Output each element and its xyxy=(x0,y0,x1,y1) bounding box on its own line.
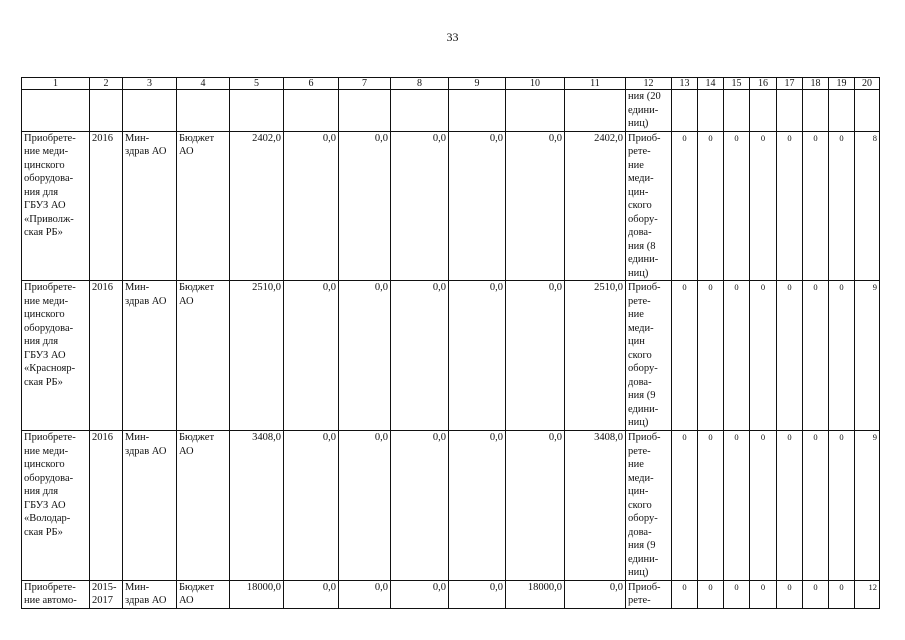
table-cell-col-11 xyxy=(565,90,626,132)
cell-text: 0 xyxy=(839,432,844,442)
cell-text: 0,0 xyxy=(322,282,336,293)
cell-text: Приоб- рете- ние меди- цин ского обору- дова- ния (9 едини- ниц) xyxy=(628,282,661,428)
cell-text: 0 xyxy=(734,282,739,292)
table-row xyxy=(22,131,880,281)
table-cell-col-18 xyxy=(803,431,829,581)
table-cell-col-16 xyxy=(750,281,777,431)
table-cell-col-8 xyxy=(391,281,449,431)
table-cell-col-17 xyxy=(777,281,803,431)
table-cell-col-14 xyxy=(698,580,724,608)
table-cell-col-5 xyxy=(230,90,284,132)
table-cell-col-14 xyxy=(698,131,724,281)
table-cell-col-9 xyxy=(449,281,506,431)
table-cell-col-13 xyxy=(672,281,698,431)
table-cell-col-11 xyxy=(565,431,626,581)
cell-text: 0 xyxy=(787,282,792,292)
table-cell-col-10 xyxy=(506,281,565,431)
table-cell-col-20 xyxy=(855,90,880,132)
table-cell-col-4 xyxy=(177,131,230,281)
table-cell-col-19 xyxy=(829,90,855,132)
table-cell-col-3 xyxy=(123,131,177,281)
table-cell-col-4 xyxy=(177,431,230,581)
table-cell-col-12 xyxy=(626,90,672,132)
table-body xyxy=(22,90,880,609)
table-cell-col-19 xyxy=(829,131,855,281)
cell-text: 0,0 xyxy=(322,581,336,593)
cell-text: 0,0 xyxy=(432,132,446,144)
table-cell-col-2 xyxy=(90,281,123,431)
table-cell-col-19 xyxy=(829,431,855,581)
cell-text: 0 xyxy=(839,132,844,143)
cell-text: 0,0 xyxy=(548,432,562,443)
cell-text: Мин- здрав АО xyxy=(125,581,167,606)
cell-text: Мин- здрав АО xyxy=(125,282,167,307)
cell-text: 0,0 xyxy=(374,432,388,443)
table-cell-col-19 xyxy=(829,281,855,431)
cell-text: 0,0 xyxy=(609,581,623,593)
cell-text: 0 xyxy=(708,432,713,442)
cell-text: 0 xyxy=(708,132,713,143)
table-cell-col-2 xyxy=(90,431,123,581)
column-header: 4 xyxy=(177,78,230,90)
cell-text: Приоб- рете- ние меди- цин- ского обору- дова- ния (8 едини- ниц) xyxy=(628,132,661,279)
table-cell-col-9 xyxy=(449,580,506,608)
table-cell-col-12 xyxy=(626,431,672,581)
cell-text: 9 xyxy=(872,432,877,442)
cell-text: Приобрете- ние меди- цинского оборудова- ния для ГБУЗ АО «Краснояр- ская РБ» xyxy=(24,282,76,388)
table-cell-col-9 xyxy=(449,431,506,581)
column-header: 8 xyxy=(391,78,449,90)
table-cell-col-3 xyxy=(123,90,177,132)
table-cell-col-16 xyxy=(750,580,777,608)
table-cell-col-7 xyxy=(339,281,391,431)
cell-text: Приоб- рете- ние меди- цин- ского обору- дова- ния (9 едини- ниц) xyxy=(628,432,661,578)
table-cell-col-6 xyxy=(284,90,339,132)
table-cell-col-4 xyxy=(177,580,230,608)
cell-text: 0,0 xyxy=(548,282,562,293)
table-cell-col-5 xyxy=(230,281,284,431)
column-header: 5 xyxy=(230,78,284,90)
cell-text: 2402,0 xyxy=(252,132,281,144)
table-cell-col-15 xyxy=(724,580,750,608)
table-row xyxy=(22,281,880,431)
cell-text: Бюджет АО xyxy=(179,132,215,157)
cell-text: Бюджет АО xyxy=(179,282,215,307)
cell-text: 0 xyxy=(813,432,818,442)
table-cell-col-5 xyxy=(230,131,284,281)
cell-text: 0,0 xyxy=(432,282,446,293)
table-cell-col-1 xyxy=(22,131,90,281)
table-cell-col-15 xyxy=(724,431,750,581)
column-header: 19 xyxy=(829,78,855,90)
page-number: 33 xyxy=(446,30,459,44)
cell-text: 2510,0 xyxy=(594,282,623,293)
cell-text: 0 xyxy=(708,282,713,292)
cell-text: 0 xyxy=(708,581,713,592)
table-cell-col-6 xyxy=(284,580,339,608)
table-cell-col-16 xyxy=(750,431,777,581)
cell-text: 2510,0 xyxy=(252,282,281,293)
table-cell-col-8 xyxy=(391,580,449,608)
table-cell-col-7 xyxy=(339,131,391,281)
column-header: 9 xyxy=(449,78,506,90)
table-cell-col-11 xyxy=(565,580,626,608)
table-cell-col-10 xyxy=(506,431,565,581)
table-cell-col-1 xyxy=(22,580,90,608)
table-cell-col-10 xyxy=(506,131,565,281)
cell-text: 0,0 xyxy=(374,132,388,144)
table-cell-col-8 xyxy=(391,431,449,581)
cell-text: 0 xyxy=(839,581,844,592)
table-cell-col-15 xyxy=(724,281,750,431)
cell-text: Приоб- рете- xyxy=(628,581,661,606)
cell-text: 0 xyxy=(760,132,766,143)
table-cell-col-19 xyxy=(829,580,855,608)
cell-text: 18000,0 xyxy=(527,581,562,593)
column-header: 6 xyxy=(284,78,339,90)
cell-text: 0,0 xyxy=(374,282,388,293)
cell-text: 2016 xyxy=(92,132,113,144)
cell-text: 0,0 xyxy=(548,132,562,144)
table-cell-col-13 xyxy=(672,90,698,132)
table-cell-col-8 xyxy=(391,90,449,132)
table-cell-col-12 xyxy=(626,580,672,608)
table-cell-col-4 xyxy=(177,281,230,431)
column-header: 14 xyxy=(698,78,724,90)
table-cell-col-7 xyxy=(339,431,391,581)
table-cell-col-16 xyxy=(750,90,777,132)
table-cell-col-18 xyxy=(803,580,829,608)
table-cell-col-9 xyxy=(449,131,506,281)
table-cell-col-11 xyxy=(565,131,626,281)
cell-text: 0 xyxy=(813,282,818,292)
header-row xyxy=(22,78,880,90)
column-header: 15 xyxy=(724,78,750,90)
cell-text: 18000,0 xyxy=(246,581,281,593)
table-cell-col-12 xyxy=(626,281,672,431)
table-cell-col-3 xyxy=(123,580,177,608)
column-header: 1 xyxy=(22,78,90,90)
cell-text: 0 xyxy=(839,282,844,292)
cell-text: 3408,0 xyxy=(252,432,281,443)
table-cell-col-20 xyxy=(855,281,880,431)
column-header: 11 xyxy=(565,78,626,90)
table-cell-col-2 xyxy=(90,580,123,608)
table-cell-col-18 xyxy=(803,131,829,281)
table-cell-col-7 xyxy=(339,90,391,132)
table-cell-col-17 xyxy=(777,90,803,132)
table-cell-col-13 xyxy=(672,131,698,281)
table-cell-col-20 xyxy=(855,431,880,581)
table-cell-col-17 xyxy=(777,580,803,608)
table-cell-col-18 xyxy=(803,281,829,431)
table-cell-col-2 xyxy=(90,131,123,281)
cell-text: Мин- здрав АО xyxy=(125,132,167,157)
column-header: 2 xyxy=(90,78,123,90)
cell-text: 0 xyxy=(787,132,792,143)
cell-text: 12 xyxy=(868,581,877,592)
column-header: 16 xyxy=(750,78,777,90)
cell-text: 0,0 xyxy=(489,432,503,443)
table-cell-col-6 xyxy=(284,431,339,581)
column-header: 17 xyxy=(777,78,803,90)
table-cell-col-10 xyxy=(506,90,565,132)
column-header: 3 xyxy=(123,78,177,90)
table-cell-col-3 xyxy=(123,281,177,431)
table-cell-col-9 xyxy=(449,90,506,132)
cell-text: ния (20 едини- ниц) xyxy=(628,91,661,129)
table-cell-col-1 xyxy=(22,281,90,431)
column-header: 7 xyxy=(339,78,391,90)
cell-text: 0 xyxy=(682,282,687,292)
cell-text: 0 xyxy=(813,581,818,592)
cell-text: 2402,0 xyxy=(594,132,623,144)
cell-text: Приобрете- ние меди- цинского оборудова- ния для ГБУЗ АО «Приволж- ская РБ» xyxy=(24,132,76,238)
cell-text: 0,0 xyxy=(489,581,503,593)
table-row xyxy=(22,431,880,581)
table-cell-col-16 xyxy=(750,131,777,281)
column-header: 13 xyxy=(672,78,698,90)
table-cell-col-3 xyxy=(123,431,177,581)
cell-text: Приобрете- ние меди- цинского оборудова- ния для ГБУЗ АО «Володар- ская РБ» xyxy=(24,432,76,538)
cell-text: 0 xyxy=(734,581,739,592)
cell-text: 0,0 xyxy=(322,432,336,443)
table-cell-col-6 xyxy=(284,131,339,281)
cell-text: 0 xyxy=(682,581,687,592)
column-header: 10 xyxy=(506,78,565,90)
cell-text: 0 xyxy=(787,581,792,592)
table-cell-col-13 xyxy=(672,431,698,581)
table-cell-col-12 xyxy=(626,131,672,281)
cell-text: Бюджет АО xyxy=(179,432,215,457)
cell-text: Приобрете- ние автомо- xyxy=(24,581,77,606)
table-cell-col-14 xyxy=(698,431,724,581)
cell-text: 0 xyxy=(760,282,766,292)
cell-text: 8 xyxy=(872,132,877,143)
table-row xyxy=(22,580,880,608)
program-table xyxy=(21,77,880,609)
cell-text: 0,0 xyxy=(322,132,336,144)
table-cell-col-1 xyxy=(22,431,90,581)
cell-text: 0 xyxy=(734,132,739,143)
cell-text: 3408,0 xyxy=(594,432,623,443)
table-cell-col-4 xyxy=(177,90,230,132)
table-cell-col-14 xyxy=(698,281,724,431)
cell-text: 0 xyxy=(787,432,792,442)
cell-text: 0 xyxy=(760,581,766,592)
cell-text: 0,0 xyxy=(432,432,446,443)
cell-text: 0,0 xyxy=(374,581,388,593)
table-cell-col-11 xyxy=(565,281,626,431)
cell-text: 2016 xyxy=(92,432,113,443)
table-cell-col-8 xyxy=(391,131,449,281)
cell-text: 0 xyxy=(734,432,739,442)
column-header: 18 xyxy=(803,78,829,90)
cell-text: Мин- здрав АО xyxy=(125,432,167,457)
cell-text: 0 xyxy=(682,432,687,442)
table-cell-col-5 xyxy=(230,431,284,581)
cell-text: 0 xyxy=(760,432,766,442)
table-cell-col-20 xyxy=(855,580,880,608)
table-cell-col-13 xyxy=(672,580,698,608)
cell-text: 2016 xyxy=(92,282,113,293)
cell-text: 0,0 xyxy=(489,132,503,144)
cell-text: 0 xyxy=(682,132,687,143)
table-cell-col-6 xyxy=(284,281,339,431)
cell-text: 0 xyxy=(813,132,818,143)
table-row xyxy=(22,90,880,132)
cell-text: 9 xyxy=(872,282,877,292)
table-cell-col-15 xyxy=(724,131,750,281)
table-cell-col-7 xyxy=(339,580,391,608)
table-cell-col-1 xyxy=(22,90,90,132)
table-cell-col-2 xyxy=(90,90,123,132)
cell-text: 0,0 xyxy=(432,581,446,593)
column-header: 12 xyxy=(626,78,672,90)
table-cell-col-15 xyxy=(724,90,750,132)
cell-text: Бюджет АО xyxy=(179,581,215,606)
table-cell-col-14 xyxy=(698,90,724,132)
table-cell-col-17 xyxy=(777,431,803,581)
table-cell-col-10 xyxy=(506,580,565,608)
table-cell-col-17 xyxy=(777,131,803,281)
cell-text: 2015- 2017 xyxy=(92,581,117,606)
column-header: 20 xyxy=(855,78,880,90)
cell-text: 0,0 xyxy=(489,282,503,293)
table-cell-col-20 xyxy=(855,131,880,281)
table-cell-col-18 xyxy=(803,90,829,132)
table-cell-col-5 xyxy=(230,580,284,608)
